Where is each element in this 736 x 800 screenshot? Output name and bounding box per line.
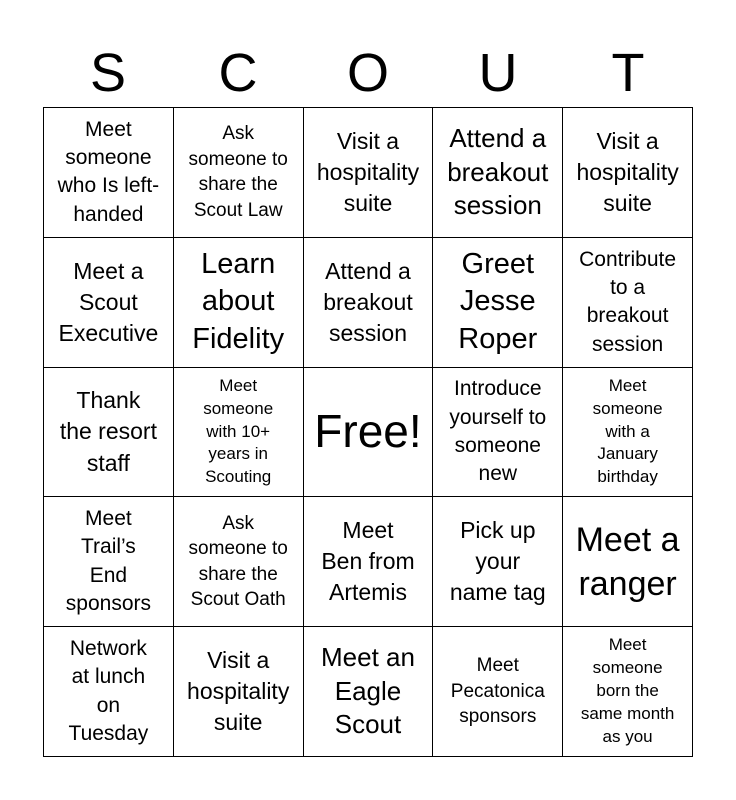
bingo-cell[interactable]: [44, 627, 174, 757]
cell-text: Meet someone with 10+ years in Scouting: [203, 375, 274, 487]
cell-text: Visit a hospitality suite: [576, 127, 679, 216]
cell-text: Meet Ben from Artemis: [321, 517, 415, 606]
cell-text: Visit a hospitality suite: [316, 127, 420, 216]
bingo-cell[interactable]: [563, 368, 693, 498]
cell-text: Network at lunch on Tuesday: [68, 636, 149, 745]
cell-text: Contribute to a breakout session: [579, 247, 677, 356]
cell-text: Ask someone to share the Scout Law: [188, 123, 288, 222]
header-letter-s: S: [89, 43, 127, 103]
cell-text: Meet a Scout Executive: [58, 257, 159, 346]
bingo-cell[interactable]: [44, 238, 174, 368]
bingo-cell[interactable]: [304, 497, 434, 627]
cell-text: Meet Trail’s End sponsors: [65, 507, 151, 616]
bingo-cell[interactable]: [433, 497, 563, 627]
bingo-cell[interactable]: [44, 368, 174, 498]
cell-text: Learn about Fidelity: [192, 247, 285, 356]
header-letter-t: T: [611, 43, 645, 103]
bingo-cell[interactable]: [304, 108, 434, 238]
free-space-text: Free!: [314, 405, 422, 458]
cell-text: Ask someone to share the Scout Oath: [188, 512, 288, 611]
bingo-cell[interactable]: [174, 238, 304, 368]
bingo-cell[interactable]: [174, 108, 304, 238]
cell-text: Attend a breakout session: [447, 122, 549, 221]
header-letter-o: O: [346, 43, 389, 103]
bingo-cell[interactable]: [563, 108, 693, 238]
cell-text: Meet Pecatonica sponsors: [450, 655, 545, 728]
bingo-cell[interactable]: [563, 627, 693, 757]
cell-text: Meet a ranger: [575, 520, 680, 603]
bingo-board: [43, 107, 693, 757]
bingo-cell[interactable]: [304, 627, 434, 757]
cell-text: Attend a breakout session: [323, 257, 413, 346]
header-letter-c: C: [218, 43, 258, 103]
bingo-cell[interactable]: [433, 108, 563, 238]
bingo-cell[interactable]: [433, 368, 563, 498]
cell-text: Thank the resort staff: [59, 387, 157, 476]
bingo-cell[interactable]: [433, 627, 563, 757]
bingo-header: [43, 38, 693, 108]
bingo-cell[interactable]: [563, 497, 693, 627]
bingo-cell[interactable]: [44, 108, 174, 238]
cell-text: Meet someone born the same month as you: [580, 635, 675, 746]
cell-text: Meet an Eagle Scout: [321, 641, 415, 740]
bingo-cell[interactable]: [304, 238, 434, 368]
cell-text: Greet Jesse Roper: [458, 247, 538, 356]
header-letter-u: U: [478, 43, 518, 103]
bingo-cell[interactable]: [44, 497, 174, 627]
cell-text: Meet someone who Is left- handed: [57, 117, 160, 226]
cell-text: Meet someone with a January birthday: [592, 375, 663, 487]
bingo-cell[interactable]: [563, 238, 693, 368]
cell-text: Visit a hospitality suite: [187, 647, 290, 736]
bingo-cell[interactable]: [433, 238, 563, 368]
free-space-cell[interactable]: [304, 368, 434, 498]
cell-text: Pick up your name tag: [449, 517, 546, 606]
bingo-cell[interactable]: [174, 627, 304, 757]
cell-text: Introduce yourself to someone new: [449, 377, 547, 486]
bingo-cell[interactable]: [174, 497, 304, 627]
bingo-cell[interactable]: [174, 368, 304, 498]
